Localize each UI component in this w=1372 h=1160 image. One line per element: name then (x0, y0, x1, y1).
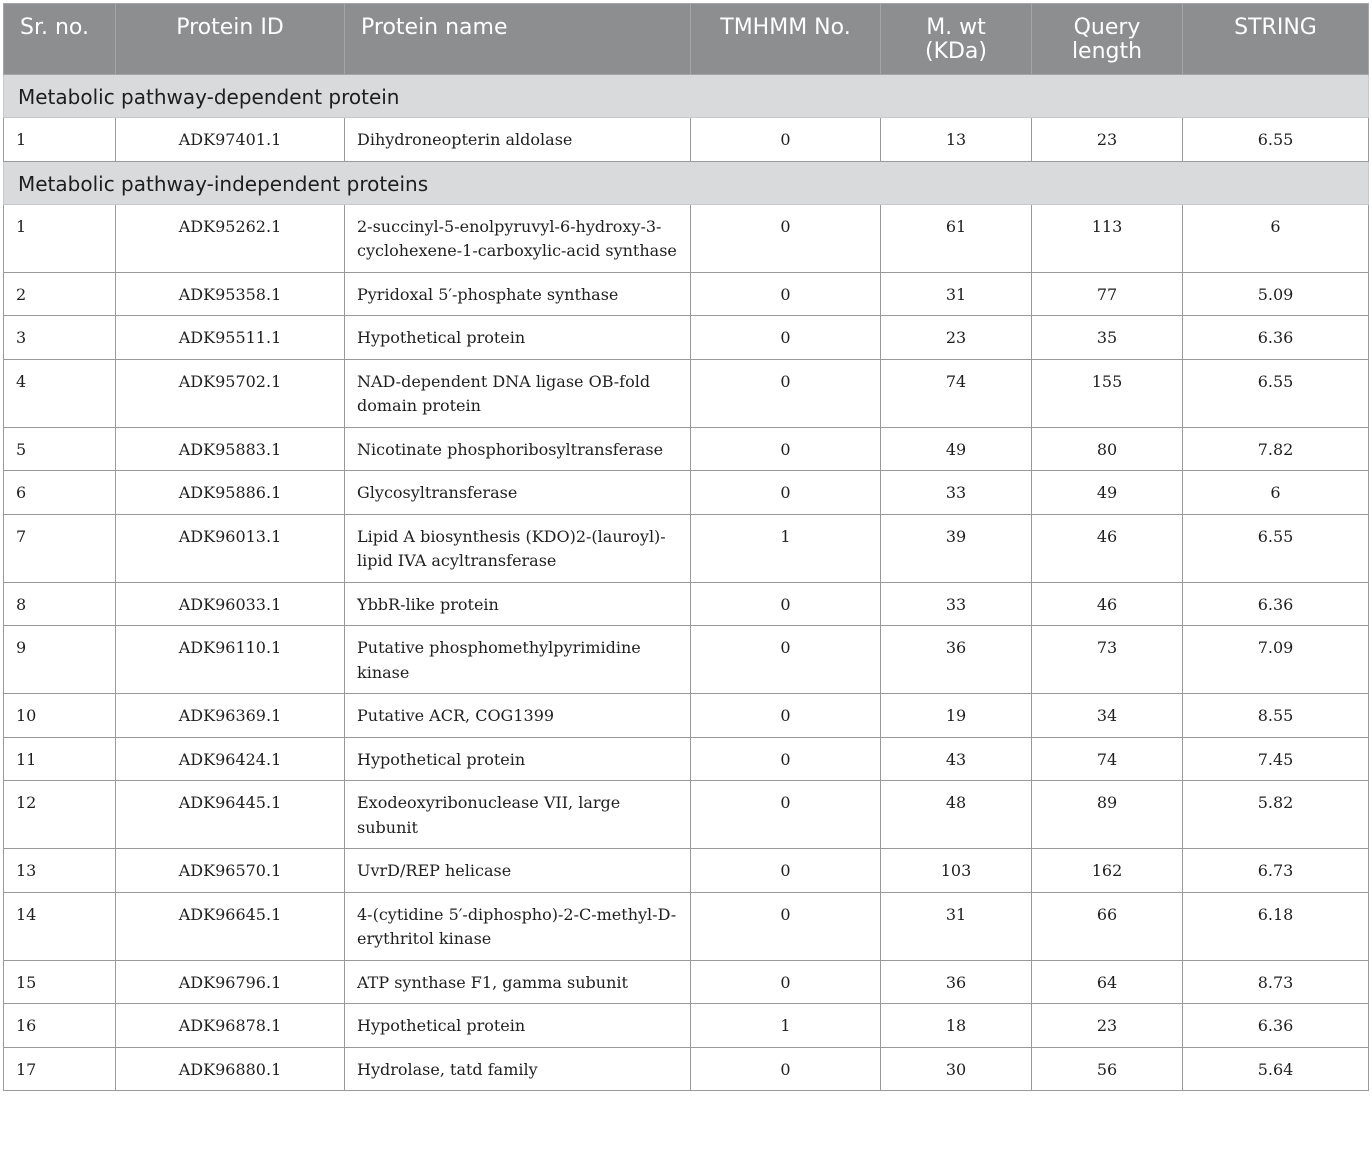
cell-protein-id: ADK95358.1 (116, 272, 345, 316)
cell-query-length: 23 (1032, 118, 1183, 162)
cell-sr-no: 12 (4, 781, 116, 849)
cell-sr-no: 14 (4, 892, 116, 960)
cell-protein-id: ADK97401.1 (116, 118, 345, 162)
cell-protein-id: ADK95511.1 (116, 316, 345, 360)
cell-tmhmm: 0 (691, 694, 881, 738)
cell-query-length: 113 (1032, 204, 1183, 272)
cell-protein-id: ADK96013.1 (116, 514, 345, 582)
cell-protein-name: Putative ACR, COG1399 (345, 694, 691, 738)
cell-tmhmm: 0 (691, 204, 881, 272)
cell-sr-no: 15 (4, 960, 116, 1004)
cell-sr-no: 5 (4, 427, 116, 471)
cell-protein-name: NAD-dependent DNA ligase OB-fold domain protein (345, 359, 691, 427)
cell-tmhmm: 0 (691, 737, 881, 781)
cell-string: 6.55 (1183, 359, 1369, 427)
cell-string: 7.45 (1183, 737, 1369, 781)
cell-mwt: 36 (881, 960, 1032, 1004)
cell-tmhmm: 1 (691, 1004, 881, 1048)
cell-mwt: 49 (881, 427, 1032, 471)
cell-string: 8.55 (1183, 694, 1369, 738)
cell-query-length: 73 (1032, 626, 1183, 694)
cell-sr-no: 11 (4, 737, 116, 781)
cell-query-length: 35 (1032, 316, 1183, 360)
cell-tmhmm: 0 (691, 849, 881, 893)
cell-string: 6.18 (1183, 892, 1369, 960)
cell-protein-id: ADK96369.1 (116, 694, 345, 738)
cell-string: 5.64 (1183, 1047, 1369, 1091)
cell-protein-id: ADK96033.1 (116, 582, 345, 626)
cell-string: 6.73 (1183, 849, 1369, 893)
cell-protein-name: ATP synthase F1, gamma subunit (345, 960, 691, 1004)
cell-string: 8.73 (1183, 960, 1369, 1004)
cell-sr-no: 1 (4, 118, 116, 162)
cell-tmhmm: 0 (691, 272, 881, 316)
header-protein-name: Protein name (345, 4, 691, 75)
cell-sr-no: 10 (4, 694, 116, 738)
cell-protein-id: ADK95262.1 (116, 204, 345, 272)
cell-protein-name: Dihydroneopterin aldolase (345, 118, 691, 162)
section-row (4, 161, 1369, 204)
cell-protein-id: ADK95883.1 (116, 427, 345, 471)
cell-tmhmm: 0 (691, 960, 881, 1004)
header-tmhmm: TMHMM No. (691, 4, 881, 75)
cell-mwt: 30 (881, 1047, 1032, 1091)
cell-query-length: 56 (1032, 1047, 1183, 1091)
cell-query-length: 74 (1032, 737, 1183, 781)
cell-mwt: 48 (881, 781, 1032, 849)
table-row (4, 626, 1369, 694)
cell-protein-name: Nicotinate phosphoribosyltransferase (345, 427, 691, 471)
cell-query-length: 77 (1032, 272, 1183, 316)
cell-mwt: 19 (881, 694, 1032, 738)
cell-mwt: 61 (881, 204, 1032, 272)
cell-tmhmm: 0 (691, 471, 881, 515)
table-header (4, 4, 1369, 75)
table-row (4, 204, 1369, 272)
table-row (4, 1047, 1369, 1091)
cell-string: 6.36 (1183, 582, 1369, 626)
cell-query-length: 46 (1032, 582, 1183, 626)
cell-protein-name: Hypothetical protein (345, 316, 691, 360)
cell-tmhmm: 0 (691, 781, 881, 849)
cell-protein-id: ADK95886.1 (116, 471, 345, 515)
cell-query-length: 49 (1032, 471, 1183, 515)
cell-query-length: 89 (1032, 781, 1183, 849)
cell-tmhmm: 0 (691, 118, 881, 162)
cell-tmhmm: 0 (691, 359, 881, 427)
cell-tmhmm: 0 (691, 892, 881, 960)
cell-sr-no: 9 (4, 626, 116, 694)
cell-mwt: 103 (881, 849, 1032, 893)
header-mwt: M. wt (KDa) (881, 4, 1032, 75)
table-row (4, 737, 1369, 781)
cell-sr-no: 3 (4, 316, 116, 360)
table-row (4, 471, 1369, 515)
cell-query-length: 23 (1032, 1004, 1183, 1048)
section-title: Metabolic pathway-independent proteins (4, 161, 1369, 204)
cell-string: 6.55 (1183, 514, 1369, 582)
cell-query-length: 80 (1032, 427, 1183, 471)
cell-protein-id: ADK96570.1 (116, 849, 345, 893)
table-row (4, 849, 1369, 893)
cell-protein-id: ADK96445.1 (116, 781, 345, 849)
cell-tmhmm: 0 (691, 316, 881, 360)
cell-protein-id: ADK95702.1 (116, 359, 345, 427)
cell-string: 6.36 (1183, 316, 1369, 360)
cell-query-length: 46 (1032, 514, 1183, 582)
cell-mwt: 33 (881, 471, 1032, 515)
cell-protein-name: UvrD/REP helicase (345, 849, 691, 893)
cell-protein-name: Exodeoxyribonuclease VII, large subunit (345, 781, 691, 849)
cell-sr-no: 17 (4, 1047, 116, 1091)
cell-query-length: 155 (1032, 359, 1183, 427)
protein-table (3, 3, 1369, 1091)
cell-sr-no: 4 (4, 359, 116, 427)
cell-query-length: 34 (1032, 694, 1183, 738)
cell-mwt: 33 (881, 582, 1032, 626)
cell-tmhmm: 0 (691, 1047, 881, 1091)
cell-protein-name: Lipid A biosynthesis (KDO)2-(lauroyl)-lipid IVA acyltransferase (345, 514, 691, 582)
cell-string: 6.55 (1183, 118, 1369, 162)
cell-string: 7.09 (1183, 626, 1369, 694)
cell-protein-name: Putative phosphomethylpyrimidine kinase (345, 626, 691, 694)
cell-mwt: 43 (881, 737, 1032, 781)
cell-sr-no: 16 (4, 1004, 116, 1048)
header-string: STRING (1183, 4, 1369, 75)
cell-string: 6 (1183, 204, 1369, 272)
cell-query-length: 162 (1032, 849, 1183, 893)
table-row (4, 427, 1369, 471)
table-row (4, 272, 1369, 316)
cell-query-length: 66 (1032, 892, 1183, 960)
table-row (4, 514, 1369, 582)
table-row (4, 781, 1369, 849)
cell-mwt: 74 (881, 359, 1032, 427)
cell-protein-id: ADK96645.1 (116, 892, 345, 960)
cell-sr-no: 1 (4, 204, 116, 272)
cell-protein-name: Glycosyltransferase (345, 471, 691, 515)
table-row (4, 892, 1369, 960)
cell-sr-no: 7 (4, 514, 116, 582)
cell-sr-no: 13 (4, 849, 116, 893)
cell-protein-id: ADK96110.1 (116, 626, 345, 694)
table-row (4, 1004, 1369, 1048)
cell-query-length: 64 (1032, 960, 1183, 1004)
cell-protein-name: 4-(cytidine 5′-diphospho)-2-C-methyl-D-erythritol kinase (345, 892, 691, 960)
cell-protein-name: 2-succinyl-5-enolpyruvyl-6-hydroxy-3-cyclohexene-1-carboxylic-acid synthase (345, 204, 691, 272)
cell-protein-name: YbbR-like protein (345, 582, 691, 626)
cell-protein-id: ADK96878.1 (116, 1004, 345, 1048)
cell-sr-no: 8 (4, 582, 116, 626)
cell-mwt: 39 (881, 514, 1032, 582)
table-row (4, 359, 1369, 427)
section-row (4, 75, 1369, 118)
table-body (4, 75, 1369, 1091)
cell-mwt: 23 (881, 316, 1032, 360)
table-row (4, 316, 1369, 360)
cell-string: 5.09 (1183, 272, 1369, 316)
cell-tmhmm: 1 (691, 514, 881, 582)
cell-protein-id: ADK96424.1 (116, 737, 345, 781)
cell-protein-name: Hypothetical protein (345, 737, 691, 781)
cell-string: 7.82 (1183, 427, 1369, 471)
cell-mwt: 31 (881, 272, 1032, 316)
cell-mwt: 18 (881, 1004, 1032, 1048)
cell-protein-id: ADK96880.1 (116, 1047, 345, 1091)
header-sr-no: Sr. no. (4, 4, 116, 75)
header-protein-id: Protein ID (116, 4, 345, 75)
cell-tmhmm: 0 (691, 582, 881, 626)
cell-mwt: 31 (881, 892, 1032, 960)
header-query-length: Query length (1032, 4, 1183, 75)
cell-string: 6.36 (1183, 1004, 1369, 1048)
cell-mwt: 13 (881, 118, 1032, 162)
cell-tmhmm: 0 (691, 626, 881, 694)
table-row (4, 582, 1369, 626)
section-title: Metabolic pathway-dependent protein (4, 75, 1369, 118)
cell-mwt: 36 (881, 626, 1032, 694)
cell-sr-no: 6 (4, 471, 116, 515)
cell-protein-name: Pyridoxal 5′-phosphate synthase (345, 272, 691, 316)
cell-string: 6 (1183, 471, 1369, 515)
cell-string: 5.82 (1183, 781, 1369, 849)
table-row (4, 960, 1369, 1004)
cell-sr-no: 2 (4, 272, 116, 316)
cell-protein-name: Hydrolase, tatd family (345, 1047, 691, 1091)
cell-protein-id: ADK96796.1 (116, 960, 345, 1004)
table-row (4, 694, 1369, 738)
header-row (4, 4, 1369, 75)
cell-tmhmm: 0 (691, 427, 881, 471)
table-row (4, 118, 1369, 162)
cell-protein-name: Hypothetical protein (345, 1004, 691, 1048)
